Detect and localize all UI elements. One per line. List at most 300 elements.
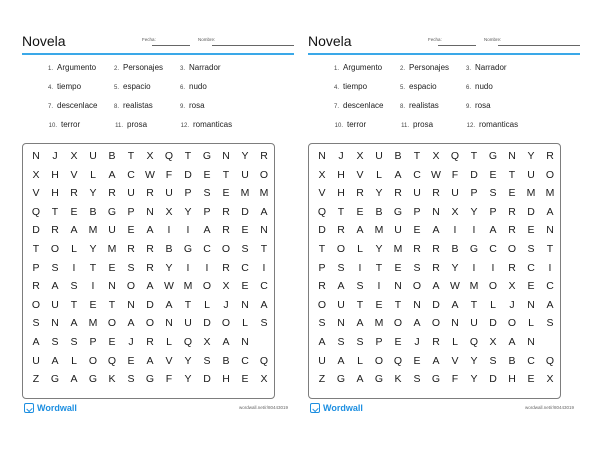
grid-letter: G xyxy=(469,243,479,255)
word-list-item xyxy=(398,120,433,129)
grid-letter: G xyxy=(374,373,384,386)
word-list-item xyxy=(398,101,439,110)
wordwall-logo xyxy=(24,402,77,414)
grid-letter: R xyxy=(432,243,440,255)
grid-letter: S xyxy=(489,354,497,367)
grid-letter: A xyxy=(70,317,78,330)
grid-letter: U xyxy=(127,187,135,200)
grid-letter: M xyxy=(374,317,384,330)
word-number: 6. xyxy=(179,85,185,91)
grid-letter: A xyxy=(394,168,402,181)
grid-letter: A xyxy=(432,354,440,367)
word-text: nudo xyxy=(475,82,493,91)
grid-letter: M xyxy=(526,187,536,200)
word-list-item xyxy=(464,120,518,129)
grid-letter: F xyxy=(165,168,173,181)
grid-letter: R xyxy=(222,224,230,237)
word-list-item xyxy=(112,120,147,129)
grid-letter: P xyxy=(203,205,211,218)
grid-letter: B xyxy=(222,354,230,367)
grid-letter: E xyxy=(203,168,211,181)
grid-letter: T xyxy=(184,298,192,311)
header-divider xyxy=(308,53,580,55)
grid-letter: X xyxy=(451,205,459,218)
grid-letter: S xyxy=(356,336,364,348)
grid-letter: D xyxy=(489,317,497,330)
word-text: descenlace xyxy=(343,101,384,110)
word-list-item xyxy=(464,82,493,91)
grid-letter: U xyxy=(413,187,421,200)
grid-letter: U xyxy=(89,150,97,162)
grid-letter: A xyxy=(337,280,345,293)
grid-letter: A xyxy=(356,373,364,386)
grid-letter: R xyxy=(508,261,516,274)
grid-letter: Y xyxy=(375,187,383,200)
word-number: 9. xyxy=(465,104,471,110)
word-number: 6. xyxy=(465,85,471,91)
grid-letter: X xyxy=(32,168,40,181)
grid-letter: N xyxy=(394,280,402,293)
grid-letter: T xyxy=(51,205,59,218)
worksheet-footer xyxy=(22,398,294,418)
grid-letter: S xyxy=(413,373,421,386)
grid-letter: I xyxy=(453,224,457,237)
grid-letter: R xyxy=(546,150,554,162)
grid-letter: A xyxy=(146,280,154,293)
grid-letter: I xyxy=(491,261,495,274)
grid-letter: E xyxy=(241,373,249,386)
word-number: 7. xyxy=(47,104,53,110)
nombre-line xyxy=(212,45,294,46)
grid-letter: R xyxy=(146,261,154,274)
grid-letter: C xyxy=(546,280,554,293)
grid-letter: D xyxy=(184,168,192,181)
grid-letter: R xyxy=(318,280,326,293)
grid-letter: T xyxy=(546,243,554,255)
grid-letter: N xyxy=(432,205,440,218)
grid-letter: M xyxy=(545,187,555,200)
grid-letter: A xyxy=(508,336,516,348)
grid-letter: N xyxy=(508,150,516,162)
grid-letter: Q xyxy=(164,150,174,162)
grid-letter: E xyxy=(394,261,402,274)
grid-letter: Y xyxy=(470,205,478,218)
grid-letter: E xyxy=(127,354,135,367)
grid-letter: S xyxy=(127,261,135,274)
grid-letter: C xyxy=(241,354,249,367)
grid-letter: N xyxy=(108,280,116,293)
grid-letter: D xyxy=(146,298,154,311)
word-text: espacio xyxy=(123,82,151,91)
grid-letter: V xyxy=(165,354,173,367)
grid-letter: L xyxy=(376,168,382,181)
grid-letter: P xyxy=(127,205,135,218)
word-number: 5. xyxy=(399,85,405,91)
word-list-item xyxy=(178,63,221,72)
word-text: realistas xyxy=(409,101,439,110)
grid-letter: L xyxy=(204,298,210,311)
grid-letter: H xyxy=(337,187,345,200)
word-text: tiempo xyxy=(343,82,368,91)
grid-letter: R xyxy=(432,336,440,348)
word-text: Personajes xyxy=(123,63,164,72)
word-list-item xyxy=(178,120,232,129)
fecha-line xyxy=(152,45,190,46)
grid-letter: L xyxy=(357,354,363,367)
grid-letter: E xyxy=(127,224,135,237)
fecha-label: Fecha: xyxy=(142,37,156,42)
grid-letter: W xyxy=(450,280,460,293)
brand-name: Wordwall xyxy=(323,403,363,413)
grid-letter: W xyxy=(164,280,174,293)
grid-letter: L xyxy=(71,243,77,255)
grid-letter: A xyxy=(260,205,268,218)
grid-letter: S xyxy=(32,317,40,330)
grid-letter: S xyxy=(70,280,78,293)
grid-letter: R xyxy=(108,187,116,200)
grid-letter: X xyxy=(432,150,440,162)
grid-letter: T xyxy=(356,298,364,311)
grid-letter: U xyxy=(337,298,345,311)
grid-letter: R xyxy=(413,243,421,255)
grid-letter: O xyxy=(393,317,403,330)
grid-letter: E xyxy=(375,298,383,311)
grid-letter: H xyxy=(51,187,59,200)
grid-letter: T xyxy=(413,150,421,162)
grid-letter: D xyxy=(527,205,535,218)
word-number: 2. xyxy=(399,66,405,72)
resource-url: wordwall.net/r/80443019 xyxy=(524,405,574,410)
grid-letter: U xyxy=(165,187,173,200)
grid-letter: T xyxy=(318,243,326,255)
word-text: prosa xyxy=(413,120,434,129)
grid-letter: A xyxy=(70,224,78,237)
grid-letter: S xyxy=(337,336,345,348)
grid-letter: J xyxy=(223,298,229,311)
grid-letter: R xyxy=(51,224,59,237)
grid-letter: Y xyxy=(527,150,535,162)
grid-letter: O xyxy=(145,317,155,330)
grid-letter: T xyxy=(337,205,345,218)
grid-letter: X xyxy=(260,373,268,386)
grid-letter: E xyxy=(241,224,249,237)
wordwall-logo-icon xyxy=(24,403,34,413)
word-number: 10. xyxy=(334,123,343,129)
word-list-item xyxy=(398,82,437,91)
grid-letter: I xyxy=(472,261,476,274)
word-list-item xyxy=(332,63,382,72)
grid-letter: T xyxy=(32,243,40,255)
grid-letter: V xyxy=(32,187,40,200)
grid-letter: A xyxy=(108,168,116,181)
grid-letter: X xyxy=(508,280,516,293)
grid-letter: N xyxy=(241,336,249,348)
grid-letter: M xyxy=(107,243,117,255)
grid-letter: U xyxy=(451,187,459,200)
word-list-item xyxy=(398,63,449,72)
grid-letter: G xyxy=(393,205,403,218)
grid-letter: M xyxy=(259,187,269,200)
grid-letter: E xyxy=(70,205,78,218)
grid-letter: R xyxy=(508,205,516,218)
grid-letter: J xyxy=(509,298,515,311)
grid-letter: N xyxy=(51,317,59,330)
word-text: prosa xyxy=(127,120,148,129)
grid-letter: S xyxy=(356,280,364,293)
grid-letter: T xyxy=(375,261,383,274)
letter-grid xyxy=(22,143,275,399)
grid-letter: J xyxy=(338,150,344,162)
word-number: 7. xyxy=(333,104,339,110)
word-list-item xyxy=(112,101,153,110)
grid-letter: S xyxy=(413,261,421,274)
word-list-item xyxy=(178,101,205,110)
grid-letter: U xyxy=(394,224,402,237)
grid-letter: N xyxy=(260,224,268,237)
word-number: 1. xyxy=(333,66,339,72)
grid-letter: G xyxy=(50,373,60,386)
grid-letter: C xyxy=(203,243,211,255)
grid-letter: R xyxy=(32,280,40,293)
grid-letter: R xyxy=(127,243,135,255)
grid-letter: Z xyxy=(32,373,40,386)
word-text: terror xyxy=(61,120,81,129)
grid-letter: D xyxy=(203,373,211,386)
grid-letter: O xyxy=(126,280,136,293)
grid-letter: N xyxy=(222,150,230,162)
word-number: 2. xyxy=(113,66,119,72)
grid-letter: R xyxy=(337,224,345,237)
word-number: 11. xyxy=(115,123,123,129)
grid-letter: A xyxy=(146,224,154,237)
grid-letter: C xyxy=(260,280,268,293)
word-list-item xyxy=(178,82,207,91)
grid-letter: Q xyxy=(545,354,555,367)
grid-letter: R xyxy=(394,187,402,200)
grid-letter: S xyxy=(337,261,345,274)
word-list-item xyxy=(46,101,97,110)
grid-letter: A xyxy=(546,205,554,218)
grid-letter: R xyxy=(70,187,78,200)
grid-letter: Q xyxy=(183,336,193,348)
grid-letter: L xyxy=(166,336,172,348)
grid-letter: O xyxy=(336,243,346,255)
grid-letter: O xyxy=(202,280,212,293)
grid-letter: D xyxy=(432,298,440,311)
grid-letter: G xyxy=(336,373,346,386)
grid-letter: O xyxy=(31,298,41,311)
grid-letter: M xyxy=(88,317,98,330)
grid-letter: R xyxy=(146,243,154,255)
grid-letter: N xyxy=(337,317,345,330)
grid-letter: X xyxy=(222,280,230,293)
grid-letter: E xyxy=(527,224,535,237)
grid-letter: R xyxy=(222,261,230,274)
grid-letter: D xyxy=(489,373,497,386)
grid-letter: J xyxy=(52,150,58,162)
grid-letter: Y xyxy=(375,243,383,255)
word-list-item xyxy=(332,82,367,91)
grid-letter: G xyxy=(107,205,117,218)
grid-letter: N xyxy=(146,205,154,218)
word-list-item xyxy=(112,82,151,91)
grid-letter: T xyxy=(222,168,230,181)
grid-letter: R xyxy=(432,261,440,274)
grid-letter: P xyxy=(89,336,97,348)
word-list-item xyxy=(46,63,96,72)
grid-letter: B xyxy=(165,243,173,255)
grid-letter: B xyxy=(375,205,383,218)
grid-letter: A xyxy=(318,336,326,348)
grid-letter: U xyxy=(470,317,478,330)
grid-letter: S xyxy=(203,354,211,367)
grid-letter: N xyxy=(527,298,535,311)
grid-letter: A xyxy=(260,298,268,311)
grid-letter: I xyxy=(186,261,190,274)
word-list-item xyxy=(112,63,163,72)
grid-letter: S xyxy=(241,243,249,255)
word-text: descenlace xyxy=(57,101,98,110)
grid-letter: Q xyxy=(317,205,327,218)
grid-letter: Y xyxy=(184,205,192,218)
grid-letter: E xyxy=(394,336,402,348)
grid-letter: S xyxy=(51,336,59,348)
grid-letter: D xyxy=(203,317,211,330)
word-list-item xyxy=(332,120,366,129)
grid-letter: P xyxy=(489,205,497,218)
grid-letter: S xyxy=(127,373,135,386)
grid-letter: B xyxy=(508,354,516,367)
word-number: 8. xyxy=(113,104,119,110)
grid-letter: L xyxy=(90,168,96,181)
grid-letter: L xyxy=(357,243,363,255)
worksheet-footer xyxy=(308,398,580,418)
grid-letter: E xyxy=(241,280,249,293)
grid-letter: O xyxy=(507,243,517,255)
grid-letter: Q xyxy=(450,150,460,162)
grid-letter: V xyxy=(318,187,326,200)
grid-letter: U xyxy=(51,298,59,311)
grid-letter: Y xyxy=(470,354,478,367)
grid-letter: U xyxy=(184,317,192,330)
grid-letter: A xyxy=(546,298,554,311)
header-divider xyxy=(22,53,294,55)
grid-letter: O xyxy=(221,243,231,255)
grid-letter: E xyxy=(108,336,116,348)
grid-letter: N xyxy=(318,150,326,162)
grid-letter: Q xyxy=(469,336,479,348)
fecha-line xyxy=(438,45,476,46)
word-number: 11. xyxy=(401,123,409,129)
grid-letter: V xyxy=(356,168,364,181)
grid-letter: O xyxy=(317,298,327,311)
word-text: rosa xyxy=(475,101,491,110)
grid-letter: T xyxy=(260,243,268,255)
brand-name: Wordwall xyxy=(37,403,77,413)
grid-letter: Y xyxy=(184,373,192,386)
word-text: Personajes xyxy=(409,63,450,72)
word-text: Argumento xyxy=(343,63,383,72)
grid-letter: O xyxy=(545,168,555,181)
grid-letter: N xyxy=(127,298,135,311)
resource-url: wordwall.net/r/80443019 xyxy=(238,405,288,410)
word-number: 12. xyxy=(466,123,475,129)
word-list-item xyxy=(464,101,491,110)
word-text: Narrador xyxy=(475,63,507,72)
grid-letter: R xyxy=(222,205,230,218)
grid-letter: A xyxy=(489,224,497,237)
grid-letter: T xyxy=(394,298,402,311)
grid-letter: O xyxy=(88,354,98,367)
grid-letter: L xyxy=(490,298,496,311)
word-number: 3. xyxy=(179,66,185,72)
grid-letter: O xyxy=(374,354,384,367)
word-number: 10. xyxy=(48,123,57,129)
grid-letter: S xyxy=(546,317,554,330)
grid-letter: D xyxy=(241,205,249,218)
grid-letter: U xyxy=(375,150,383,162)
grid-letter: I xyxy=(377,280,381,293)
grid-letter: A xyxy=(146,354,154,367)
word-text: terror xyxy=(347,120,367,129)
word-list-item xyxy=(464,63,507,72)
grid-letter: L xyxy=(528,317,534,330)
word-number: 3. xyxy=(465,66,471,72)
grid-letter: N xyxy=(413,298,421,311)
grid-letter: M xyxy=(469,280,479,293)
grid-letter: R xyxy=(356,187,364,200)
word-text: Argumento xyxy=(57,63,97,72)
word-text: Narrador xyxy=(189,63,221,72)
grid-letter: A xyxy=(356,224,364,237)
grid-letter: G xyxy=(88,373,98,386)
grid-letter xyxy=(254,333,274,351)
grid-letter: G xyxy=(431,373,441,386)
grid-letter: Y xyxy=(451,261,459,274)
grid-letter: C xyxy=(413,168,421,181)
word-number: 9. xyxy=(179,104,185,110)
grid-letter: O xyxy=(259,168,269,181)
grid-letter: G xyxy=(488,150,498,162)
grid-letter: E xyxy=(108,261,116,274)
word-text: romanticas xyxy=(193,120,233,129)
grid-letter: D xyxy=(318,224,326,237)
grid-letter: L xyxy=(71,354,77,367)
word-number: 4. xyxy=(333,85,339,91)
grid-letter: F xyxy=(165,373,173,386)
nombre-label: Nombre: xyxy=(198,37,216,42)
grid-letter: Q xyxy=(393,354,403,367)
grid-letter: T xyxy=(470,150,478,162)
grid-letter: O xyxy=(507,317,517,330)
grid-letter: E xyxy=(413,224,421,237)
grid-letter: O xyxy=(221,317,231,330)
grid-letter: B xyxy=(451,243,459,255)
grid-letter: B xyxy=(89,205,97,218)
worksheet-left xyxy=(16,0,300,463)
grid-letter: T xyxy=(127,150,135,162)
worksheet-title: Novela xyxy=(22,33,66,49)
grid-letter: P xyxy=(413,205,421,218)
grid-letter: I xyxy=(91,280,95,293)
grid-letter: N xyxy=(527,336,535,348)
grid-letter: Y xyxy=(89,243,97,255)
grid-letter: N xyxy=(546,224,554,237)
grid-letter: S xyxy=(203,187,211,200)
grid-letter: E xyxy=(356,205,364,218)
grid-letter: Z xyxy=(318,373,326,386)
grid-letter: S xyxy=(318,317,326,330)
